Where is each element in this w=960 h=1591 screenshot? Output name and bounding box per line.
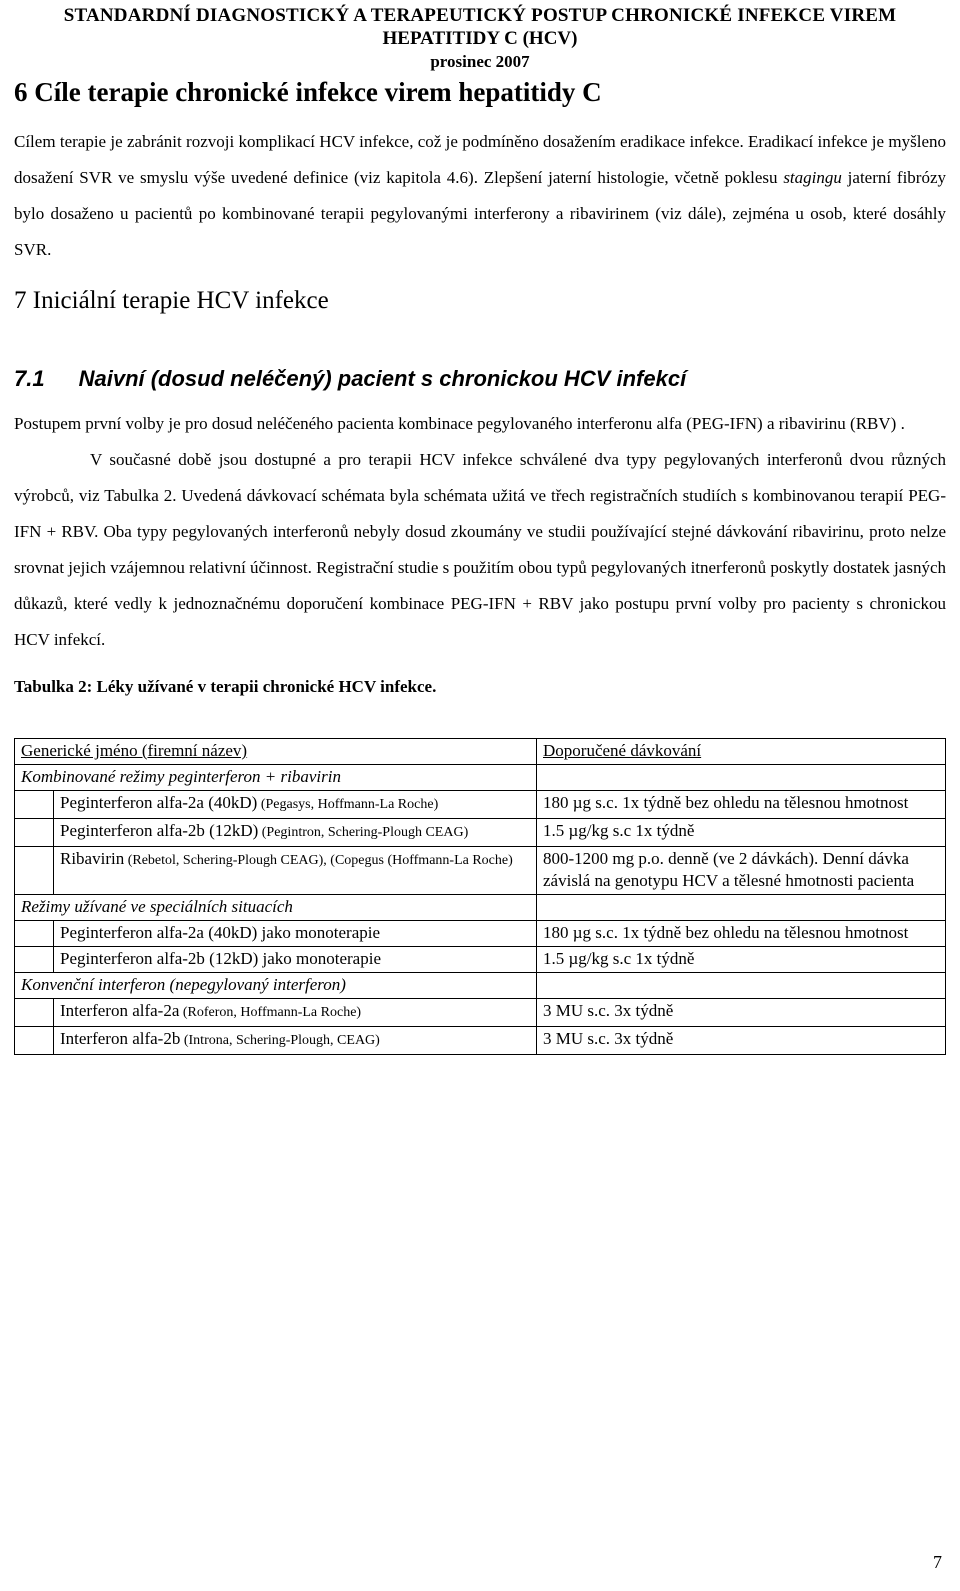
- drug-name-cell: Peginterferon alfa-2b (12kD) jako monoterapie: [54, 947, 537, 973]
- table-row: [15, 999, 946, 1027]
- document-header: [0, 0, 960, 73]
- header-line-2: HEPATITIDY C (HCV): [382, 28, 578, 49]
- section-7-paragraph-1: Postupem první volby je pro dosud neléčeného pacienta kombinace pegylovaného interferonu alfa (PEG-IFN) a ribavirinu (RBV) .: [14, 414, 905, 433]
- header-date: prosinec 2007: [430, 52, 530, 71]
- section-7-paragraph-2: V současné době jsou dostupné a pro terapii HCV infekce schválené dva typy pegylovaných interferonů dvou různých výrobců, viz Tabulka 2. Uvedená dávkovací schémata byla schémata užitá ve třech registračních studiích s kombinovanou terapií PEG-IFN + RBV. Oba typy pegylovaných interferonů nebyly dosud zkoumány ve studii používající stejné dávkování ribavirinu, proto nelze srovnat jejich vzájemnou relativní účinnost. Registrační studie s použitím obou typů pegylovaných itnerferonů poskytly dostatek jasných důkazů, které vedly k jednoznačnému doporučení kombinace PEG-IFN + RBV jako postupu první volby pro pacienty s chronickou HCV infekcí.: [14, 450, 946, 649]
- table-caption: Tabulka 2: Léky užívané v terapii chronické HCV infekce.: [14, 677, 437, 696]
- table-category-row: [15, 973, 946, 999]
- dose-cell: 1.5 µg/kg s.c 1x týdně: [537, 819, 946, 847]
- header-line-1: STANDARDNÍ DIAGNOSTICKÝ A TERAPEUTICKÝ POSTUP CHRONICKÉ INFEKCE VIREM: [63, 5, 897, 26]
- dose-cell: 180 µg s.c. 1x týdně bez ohledu na tělesnou hmotnost: [537, 791, 946, 819]
- subsection-heading: Naivní (dosud neléčený) pacient s chronickou HCV infekcí: [78, 366, 687, 391]
- category-label: Konvenční interferon (nepegylovaný interferon): [15, 973, 537, 999]
- table-category-row: [15, 895, 946, 921]
- table-row: [15, 947, 946, 973]
- table-row: [15, 847, 946, 895]
- category-empty-cell: [537, 895, 946, 921]
- category-label: Režimy užívané ve speciálních situacích: [15, 895, 537, 921]
- table-row: [15, 1027, 946, 1055]
- drug-name-cell: Peginterferon alfa-2a (40kD) (Pegasys, Hoffmann-La Roche): [54, 791, 537, 819]
- table-row: [15, 921, 946, 947]
- drug-name-cell: Peginterferon alfa-2a (40kD) jako monoterapie: [54, 921, 537, 947]
- table-row: [15, 791, 946, 819]
- drug-name-cell: Peginterferon alfa-2b (12kD) (Pegintron, Schering-Plough CEAG): [54, 819, 537, 847]
- dose-cell: 800-1200 mg p.o. denně (ve 2 dávkách). Denní dávka závislá na genotypu HCV a tělesné hmotnosti pacienta: [537, 847, 946, 895]
- col1-header: Generické jméno (firemní název): [15, 739, 537, 765]
- table-category-row: [15, 765, 946, 791]
- section-6-text-b: jaterní fibrózy bylo dosaženo u pacientů po kombinované terapii pegylovanými interferony a ribavirinem (viz dále), zejména u osob, které dosáhly SVR.: [14, 168, 947, 259]
- section-6-text-a: Cílem terapie je zabránit rozvoji komplikací HCV infekce, což je podmíněno dosažením eradikace infekce. Eradikací infekce je myšleno dosažení SVR ve smyslu výše uvedené definice (viz kapitola 4.6). Zlepšení jaterní histologie, včetně poklesu: [14, 132, 946, 187]
- drug-name-cell: Interferon alfa-2b (Introna, Schering-Plough, CEAG): [54, 1027, 537, 1055]
- dose-cell: 3 MU s.c. 3x týdně: [537, 1027, 946, 1055]
- drug-name-cell: Ribavirin (Rebetol, Schering-Plough CEAG), (Copegus (Hoffmann-La Roche): [54, 847, 537, 895]
- table-row: [15, 819, 946, 847]
- col2-header: Doporučené dávkování: [537, 739, 946, 765]
- subsection-number: 7.1: [14, 366, 45, 391]
- section-6-italic-term: stagingu: [783, 168, 842, 187]
- category-empty-cell: [537, 973, 946, 999]
- dose-cell: 1.5 µg/kg s.c 1x týdně: [537, 947, 946, 973]
- subsection-7-1-title: [14, 364, 946, 394]
- section-6-paragraph: [14, 124, 946, 268]
- dose-cell: 180 µg s.c. 1x týdně bez ohledu na tělesnou hmotnost: [537, 921, 946, 947]
- section-6-title: 6 Cíle terapie chronické infekce virem hepatitidy C: [14, 77, 602, 107]
- table-header-row: [15, 739, 946, 765]
- drug-name-cell: Interferon alfa-2a (Roferon, Hoffmann-La Roche): [54, 999, 537, 1027]
- page-number: 7: [933, 1552, 942, 1572]
- category-label: Kombinované režimy peginterferon + ribavirin: [15, 765, 537, 791]
- page-content: [14, 78, 946, 1055]
- section-7-title: 7 Iniciální terapie HCV infekce: [14, 287, 329, 314]
- drug-table: [14, 738, 946, 1055]
- category-empty-cell: [537, 765, 946, 791]
- dose-cell: 3 MU s.c. 3x týdně: [537, 999, 946, 1027]
